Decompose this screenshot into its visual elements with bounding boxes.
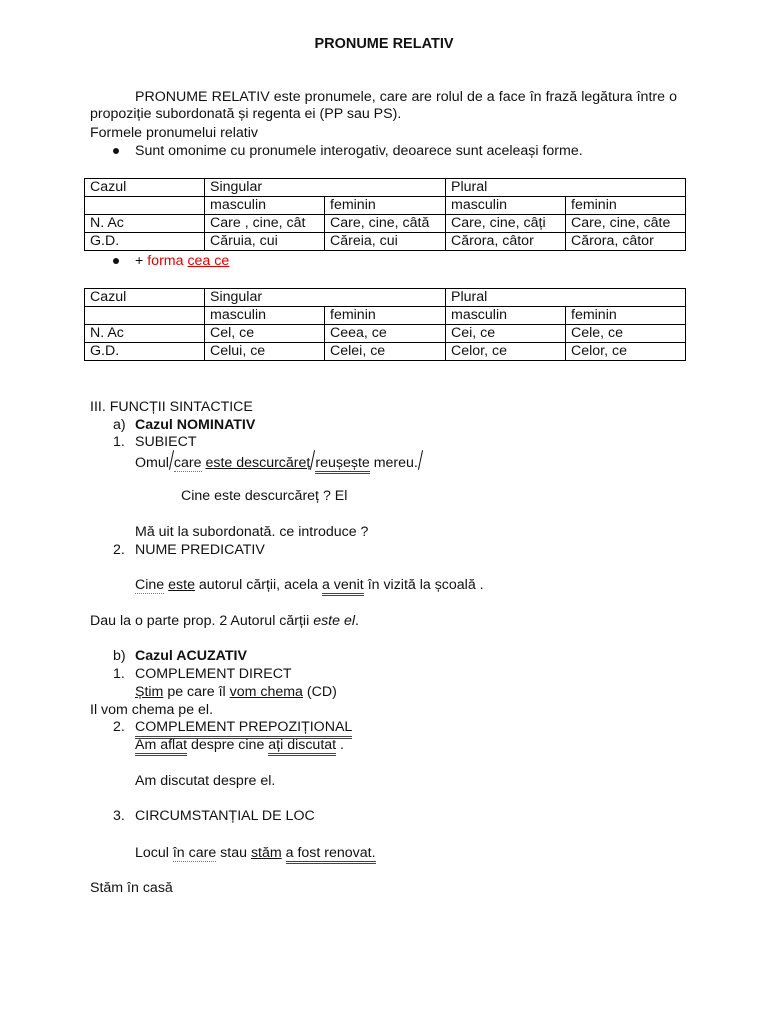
table-header-plural: Plural bbox=[446, 179, 686, 197]
cea-ce-label: cea ce bbox=[187, 253, 230, 269]
table-subheader: masculin bbox=[446, 307, 566, 325]
circumstantial-label: CIRCUMSTANȚIAL DE LOC bbox=[135, 808, 315, 824]
table-cell: Căreia, cui bbox=[325, 233, 446, 251]
subiect-note: Mă uit la subordonată. ce introduce ? bbox=[135, 524, 369, 540]
circumstantial-note: Stăm în casă bbox=[90, 880, 173, 896]
forma-label: forma bbox=[147, 253, 188, 269]
table-header-plural: Plural bbox=[446, 289, 686, 307]
page-title: PRONUME RELATIV bbox=[314, 36, 454, 52]
list-marker: 3. bbox=[113, 808, 125, 824]
table-subheader: feminin bbox=[325, 307, 446, 325]
subiect-example: Omul care este descurcăreț reușește mereu. bbox=[135, 452, 423, 472]
table-cell: Celor, ce bbox=[566, 343, 686, 361]
table-cell: Care, cine, câtă bbox=[325, 215, 446, 233]
table-cell: Cărora, câtor bbox=[566, 233, 686, 251]
slash-mark bbox=[418, 452, 423, 470]
table-cell: Celei, ce bbox=[325, 343, 446, 361]
intro-term: PRONUME RELATIV bbox=[135, 89, 270, 105]
case-acuzativ: Cazul ACUZATIV bbox=[135, 648, 247, 664]
table-cell: Care, cine, câți bbox=[446, 215, 566, 233]
table-header-singular: Singular bbox=[205, 179, 446, 197]
table-header-case: Cazul bbox=[85, 179, 205, 197]
table-subheader: masculin bbox=[205, 197, 325, 215]
table-header-singular: Singular bbox=[205, 289, 446, 307]
table-header-case: Cazul bbox=[85, 289, 205, 307]
list-marker: b) bbox=[113, 648, 126, 664]
list-marker: 2. bbox=[113, 719, 125, 735]
table-subheader: masculin bbox=[446, 197, 566, 215]
subiect-label: SUBIECT bbox=[135, 434, 197, 450]
list-marker: 1. bbox=[113, 666, 125, 682]
pronoun-table bbox=[84, 178, 686, 251]
table-cell: G.D. bbox=[85, 343, 205, 361]
section-heading: III. FUNCȚII SINTACTICE bbox=[90, 399, 253, 415]
table-cell bbox=[85, 307, 205, 325]
bullet-omonime: Sunt omonime cu pronumele interogativ, deoarece sunt aceleași forme. bbox=[135, 143, 583, 159]
complement-prepozitional-note: Am discutat despre el. bbox=[135, 773, 276, 789]
nume-predicativ-note: Dau la o parte prop. 2 Autorul cărții este el. bbox=[90, 613, 359, 629]
bullet-cea-ce: + forma cea ce bbox=[135, 253, 230, 269]
table-cell: Cei, ce bbox=[446, 325, 566, 343]
list-marker: 1. bbox=[113, 434, 125, 450]
circumstantial-example: Locul în care stau stăm a fost renovat. bbox=[135, 845, 376, 862]
table-cell: Care , cine, cât bbox=[205, 215, 325, 233]
table-cell: Celor, ce bbox=[446, 343, 566, 361]
nume-predicativ-example: Cine este autorul cărții, acela a venit în vizită la școală . bbox=[135, 577, 484, 594]
table-row bbox=[85, 215, 686, 233]
table-subheader: feminin bbox=[325, 197, 446, 215]
table-row bbox=[85, 233, 686, 251]
table-row bbox=[85, 343, 686, 361]
nume-predicativ-label: NUME PREDICATIV bbox=[135, 542, 265, 558]
complement-direct-example: Știm pe care îl vom chema (CD) bbox=[135, 684, 337, 700]
table-row bbox=[85, 325, 686, 343]
complement-prepozitional-example: Am aflat despre cine ați discutat . bbox=[135, 737, 344, 754]
table-subheader: masculin bbox=[205, 307, 325, 325]
intro-definition: este pronumele, care are rolul de a face în frază legătura între o propoziție subordonată și regenta ei (PP sau PS). bbox=[90, 89, 677, 122]
subiect-question: Cine este descurcăreț ? El bbox=[181, 488, 348, 504]
table-cell: Care, cine, câte bbox=[566, 215, 686, 233]
case-nominativ: Cazul NOMINATIV bbox=[135, 417, 256, 433]
table-cell: Căruia, cui bbox=[205, 233, 325, 251]
table-subheader: feminin bbox=[566, 197, 686, 215]
forms-heading: Formele pronumelui relativ bbox=[90, 125, 258, 141]
table-cell: N. Ac bbox=[85, 325, 205, 343]
slash-mark bbox=[310, 452, 315, 470]
table-cell: Celui, ce bbox=[205, 343, 325, 361]
list-marker: a) bbox=[113, 417, 126, 433]
table-cell: Cele, ce bbox=[566, 325, 686, 343]
list-marker: 2. bbox=[113, 542, 125, 558]
complement-direct-label: COMPLEMENT DIRECT bbox=[135, 666, 292, 682]
table-cell: G.D. bbox=[85, 233, 205, 251]
demonstrative-table bbox=[84, 288, 686, 361]
table-cell: Ceea, ce bbox=[325, 325, 446, 343]
complement-prepozitional-label: COMPLEMENT PREPOZIȚIONAL bbox=[135, 719, 352, 739]
bullet-dot bbox=[113, 148, 119, 154]
bullet-dot bbox=[113, 258, 119, 264]
complement-direct-note: Il vom chema pe el. bbox=[90, 702, 214, 718]
table-cell: Cel, ce bbox=[205, 325, 325, 343]
slash-mark bbox=[169, 452, 174, 470]
intro-paragraph bbox=[90, 89, 677, 123]
table-cell: Cărora, câtor bbox=[446, 233, 566, 251]
table-cell: N. Ac bbox=[85, 215, 205, 233]
table-subheader: feminin bbox=[566, 307, 686, 325]
table-cell bbox=[85, 197, 205, 215]
